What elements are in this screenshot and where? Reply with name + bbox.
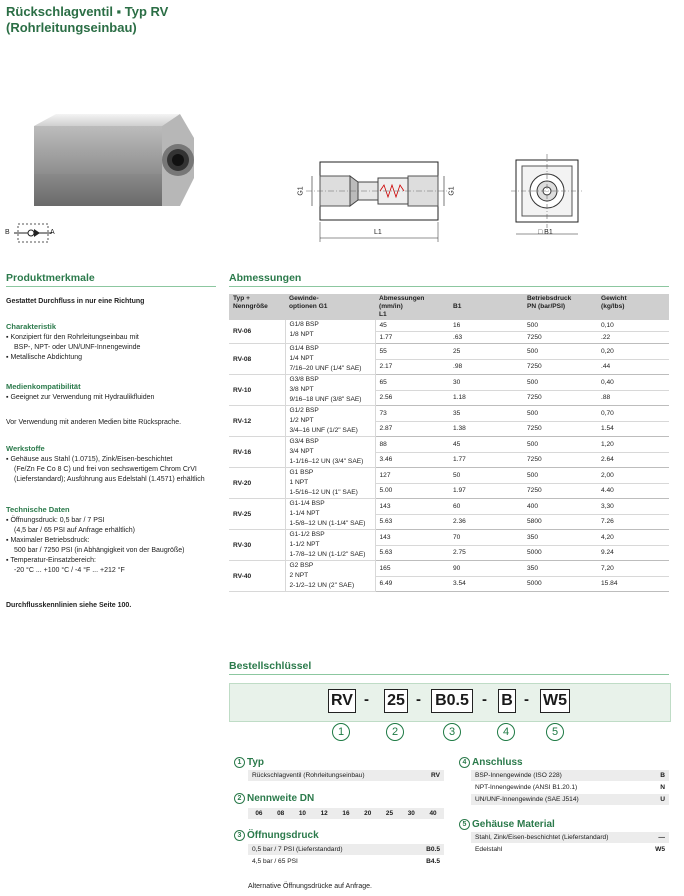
opt4-heading: 4 Anschluss [459, 757, 523, 768]
char-item-1b: BSP-, NPT- oder UN/UNF-Innengewinde [14, 344, 141, 351]
row-pn-psi: 7250 [523, 359, 597, 375]
char-item-2: ▪ Metallische Abdichtung [6, 354, 83, 361]
row-type: RV-06 [229, 320, 285, 344]
row-type: RV-30 [229, 530, 285, 561]
dimensions-rule [229, 286, 669, 287]
row-l1-mm: 45 [375, 320, 449, 332]
opt1-heading: 1 Typ [234, 757, 264, 768]
dn-value: 30 [407, 810, 415, 817]
tech-line-2: (4,5 bar / 65 PSI auf Anfrage erhältlich) [14, 527, 136, 534]
thread-option: 1/2 NPT [289, 417, 314, 424]
row-b1-in: 1.18 [449, 390, 523, 406]
title-line-1: Rückschlagventil ▪ Typ RV [6, 4, 169, 19]
row-weight-lbs: 9.24 [597, 545, 669, 561]
b1-label: □ B1 [538, 229, 553, 236]
dn-value: 08 [277, 810, 285, 817]
dimensions-heading: Abmessungen [229, 272, 302, 284]
dims-row [229, 344, 669, 360]
row-threads [285, 375, 375, 406]
row-l1-in: 6.49 [375, 576, 449, 592]
row-weight-lbs: 15.84 [597, 576, 669, 592]
code-num-5: 5 [546, 723, 564, 741]
media-heading: Medienkompatibilität [6, 382, 81, 391]
thread-option: 1-1/2 NPT [289, 541, 320, 548]
media-item: ▪ Geeignet zur Verwendung mit Hydraulikfluiden [6, 394, 155, 401]
thread-option: G2 BSP [289, 562, 314, 569]
row-pn-bar: 400 [523, 499, 597, 515]
tech-text [6, 516, 184, 576]
row-weight-lbs: 2.64 [597, 452, 669, 468]
row-pn-psi: 5000 [523, 576, 597, 592]
mat-line-3: (Lieferstandard); Ausführung aus Edelstahl (1.4571) erhältlich [14, 476, 205, 483]
code-pressure: B0.5 [431, 689, 473, 713]
title-line-2: (Rohrleitungseinbau) [6, 20, 137, 35]
code-dn: 25 [384, 689, 408, 713]
dn-value: 40 [429, 810, 437, 817]
row-l1-mm: 88 [375, 437, 449, 453]
row-b1-mm: 16 [449, 320, 523, 332]
row-threads [285, 499, 375, 530]
row-b1-mm: 45 [449, 437, 523, 453]
row-l1-mm: 143 [375, 499, 449, 515]
row-b1-mm: 30 [449, 375, 523, 391]
end-view-drawing [510, 152, 582, 240]
tech-line-6: -20 °C ... +100 °C / -4 °F ... +212 °F [14, 567, 125, 574]
row-pn-bar: 500 [523, 320, 597, 332]
thread-option: G1 BSP [289, 469, 314, 476]
dn-value: 12 [320, 810, 328, 817]
row-l1-in: 5.00 [375, 483, 449, 499]
dims-row [229, 406, 669, 422]
tech-heading: Technische Daten [6, 505, 70, 514]
col-b1: B1 [449, 294, 523, 320]
section-drawing [296, 152, 486, 247]
thread-option: G1/4 BSP [289, 345, 319, 352]
page-title [6, 4, 168, 36]
row-type: RV-10 [229, 375, 285, 406]
opt3-row-2: 4,5 bar / 65 PSI B4.5 [248, 856, 444, 867]
opt3-heading: 3 Öffnungsdruck [234, 830, 319, 841]
row-l1-in: 2.87 [375, 421, 449, 437]
tech-line-1: ▪ Öffnungsdruck: 0,5 bar / 7 PSI [6, 517, 105, 524]
row-b1-in: 1.97 [449, 483, 523, 499]
dims-row [229, 437, 669, 453]
dims-row [229, 320, 669, 332]
product-photo [30, 108, 200, 218]
row-pn-psi: 5800 [523, 514, 597, 530]
dims-row [229, 530, 669, 546]
order-rule [229, 674, 669, 675]
thread-option: 2-1/2–12 UN (2" SAE) [289, 582, 355, 589]
thread-option: G3/8 BSP [289, 376, 319, 383]
row-weight-lbs: 7.26 [597, 514, 669, 530]
thread-option: G1/8 BSP [289, 321, 319, 328]
row-weight-lbs: .44 [597, 359, 669, 375]
thread-option: 1-1/16–12 UN (3/4" SAE) [289, 458, 364, 465]
materials-heading: Werkstoffe [6, 444, 45, 453]
row-pn-bar: 350 [523, 561, 597, 577]
row-pn-bar: 500 [523, 344, 597, 360]
col-pressure: Betriebsdruck PN (bar/PSI) [523, 294, 597, 320]
row-pn-bar: 500 [523, 406, 597, 422]
thread-option: G1-1/4 BSP [289, 500, 325, 507]
tech-line-4: 500 bar / 7250 PSI (in Abhängigkeit von der Baugröße) [14, 547, 185, 554]
dims-body [229, 320, 669, 592]
opt4-row-2: NPT-Innengewinde (ANSI B1.20.1) N [471, 782, 669, 793]
l1-label: L1 [374, 229, 382, 236]
opt1-row: Rückschlagventil (Rohrleitungseinbau) RV [248, 770, 444, 781]
code-port: B [498, 689, 516, 713]
row-b1-in: .98 [449, 359, 523, 375]
code-num-3: 3 [443, 723, 461, 741]
row-type: RV-08 [229, 344, 285, 375]
dn-value: 25 [385, 810, 394, 817]
row-b1-mm: 25 [449, 344, 523, 360]
thread-option: 3/4–16 UNF (1/2" SAE) [289, 427, 358, 434]
row-weight-lbs: .22 [597, 332, 669, 344]
characteristics-heading: Charakteristik [6, 322, 57, 331]
row-threads [285, 530, 375, 561]
row-pn-bar: 500 [523, 437, 597, 453]
thread-option: 9/16–18 UNF (3/8" SAE) [289, 396, 362, 403]
opt2-heading: 2 Nennweite DN [234, 793, 314, 804]
row-l1-mm: 55 [375, 344, 449, 360]
opt4-row-3: UN/UNF-Innengewinde (SAE J514) U [471, 794, 669, 805]
dims-row [229, 468, 669, 484]
thread-option: G1-1/2 BSP [289, 531, 325, 538]
mat-line-1: ▪ Gehäuse aus Stahl (1.0715), Zink/Eisen-beschichtet [6, 456, 173, 463]
row-type: RV-20 [229, 468, 285, 499]
other-media-note: Vor Verwendung mit anderen Medien bitte Rücksprache. [6, 419, 182, 426]
row-pn-psi: 7250 [523, 332, 597, 344]
row-l1-mm: 127 [375, 468, 449, 484]
row-pn-psi: 7250 [523, 483, 597, 499]
code-dash-1: - [364, 691, 369, 708]
row-b1-mm: 50 [449, 468, 523, 484]
row-threads [285, 344, 375, 375]
dims-header-row [229, 294, 669, 320]
row-b1-mm: 90 [449, 561, 523, 577]
col-l1: Abmessungen (mm/in) L1 [375, 294, 449, 320]
row-b1-in: 1.77 [449, 452, 523, 468]
row-threads [285, 561, 375, 592]
row-pn-psi: 7250 [523, 452, 597, 468]
thread-option: 1-1/4 NPT [289, 510, 320, 517]
thread-option: 3/8 NPT [289, 386, 314, 393]
code-dash-3: - [482, 691, 487, 708]
row-weight-lbs: 4.40 [597, 483, 669, 499]
opt5-row-2: Edelstahl W5 [471, 844, 669, 855]
row-l1-in: 5.63 [375, 514, 449, 530]
code-type: RV [328, 689, 356, 713]
row-weight-kg: 2,00 [597, 468, 669, 484]
row-l1-in: 2.56 [375, 390, 449, 406]
row-pn-bar: 500 [523, 468, 597, 484]
col-weight: Gewicht (kg/lbs) [597, 294, 669, 320]
row-pn-bar: 500 [523, 375, 597, 391]
tech-line-5: ▪ Temperatur-Einsatzbereich: [6, 557, 96, 564]
dn-values-row [248, 808, 444, 819]
opt3-row-1: 0,5 bar / 7 PSI (Lieferstandard) B0.5 [248, 844, 444, 855]
row-weight-kg: 0,10 [597, 320, 669, 332]
thread-option: 1-5/16–12 UN (1" SAE) [289, 489, 358, 496]
row-weight-kg: 0,20 [597, 344, 669, 360]
col-threads: Gewinde- optionen G1 [285, 294, 375, 320]
char-item-1: ▪ Konzipiert für den Rohrleitungseinbau mit [6, 334, 139, 341]
row-weight-kg: 3,30 [597, 499, 669, 515]
thread-option: 2 NPT [289, 572, 309, 579]
row-b1-in: 1.38 [449, 421, 523, 437]
row-l1-mm: 65 [375, 375, 449, 391]
row-type: RV-12 [229, 406, 285, 437]
row-pn-psi: 7250 [523, 390, 597, 406]
row-b1-in: 2.36 [449, 514, 523, 530]
flow-curves-note: Durchflusskennlinien siehe Seite 100. [6, 602, 132, 609]
row-l1-mm: 73 [375, 406, 449, 422]
g1-label-left: G1 [297, 186, 305, 196]
features-rule [6, 286, 216, 287]
mat-line-2: (Fe/Zn Fe Co 8 C) und frei von sechswertigem Chrom CrVI [14, 466, 197, 473]
row-type: RV-16 [229, 437, 285, 468]
materials-text [6, 455, 205, 485]
row-l1-mm: 165 [375, 561, 449, 577]
order-heading: Bestellschlüssel [229, 660, 312, 672]
row-b1-in: .63 [449, 332, 523, 344]
row-weight-lbs: .88 [597, 390, 669, 406]
row-pn-psi: 7250 [523, 421, 597, 437]
thread-option: 1 NPT [289, 479, 309, 486]
code-num-4: 4 [497, 723, 515, 741]
row-b1-in: 2.75 [449, 545, 523, 561]
row-l1-in: 2.17 [375, 359, 449, 375]
thread-option: 1/4 NPT [289, 355, 314, 362]
row-threads [285, 320, 375, 344]
thread-option: 3/4 NPT [289, 448, 314, 455]
row-threads [285, 406, 375, 437]
code-num-2: 2 [386, 723, 404, 741]
thread-option: 1/8 NPT [289, 331, 314, 338]
dn-value: 20 [364, 810, 372, 817]
code-material: W5 [540, 689, 570, 713]
dn-value: 10 [298, 810, 306, 817]
dn-value: 16 [342, 810, 350, 817]
row-b1-in: 3.54 [449, 576, 523, 592]
code-dash-2: - [416, 691, 421, 708]
port-b-label: B [5, 229, 10, 236]
row-weight-kg: 1,20 [597, 437, 669, 453]
row-l1-mm: 143 [375, 530, 449, 546]
code-dash-4: - [524, 691, 529, 708]
row-pn-psi: 5000 [523, 545, 597, 561]
dims-row [229, 561, 669, 577]
row-l1-in: 5.63 [375, 545, 449, 561]
row-b1-mm: 60 [449, 499, 523, 515]
features-heading: Produktmerkmale [6, 272, 95, 284]
opt5-heading: 5 Gehäuse Material [459, 819, 555, 830]
features-intro: Gestattet Durchfluss in nur eine Richtung [6, 298, 145, 305]
row-weight-lbs: 1.54 [597, 421, 669, 437]
row-pn-bar: 350 [523, 530, 597, 546]
code-num-1: 1 [332, 723, 350, 741]
thread-option: G3/4 BSP [289, 438, 319, 445]
row-type: RV-25 [229, 499, 285, 530]
thread-option: 1-5/8–12 UN (1-1/4" SAE) [289, 520, 366, 527]
row-threads [285, 437, 375, 468]
row-b1-mm: 35 [449, 406, 523, 422]
thread-option: 1-7/8–12 UN (1-1/2" SAE) [289, 551, 366, 558]
row-weight-kg: 4,20 [597, 530, 669, 546]
thread-option: G1/2 BSP [289, 407, 319, 414]
g1-label-right: G1 [448, 186, 456, 196]
row-l1-in: 1.77 [375, 332, 449, 344]
row-threads [285, 468, 375, 499]
row-weight-kg: 0,40 [597, 375, 669, 391]
row-l1-in: 3.46 [375, 452, 449, 468]
row-type: RV-40 [229, 561, 285, 592]
row-weight-kg: 7,20 [597, 561, 669, 577]
thread-option: 7/16–20 UNF (1/4" SAE) [289, 365, 362, 372]
dims-row [229, 499, 669, 515]
col-typ: Typ + Nenngröße [229, 294, 285, 320]
opt5-row-1: Stahl, Zink/Eisen-beschichtet (Lieferstandard) — [471, 832, 669, 843]
dims-row [229, 375, 669, 391]
opt4-row-1: BSP-Innengewinde (ISO 228) B [471, 770, 669, 781]
port-a-label: A [50, 229, 55, 236]
footnote: Alternative Öffnungsdrücke auf Anfrage. [248, 883, 373, 890]
tech-line-3: ▪ Maximaler Betriebsdruck: [6, 537, 90, 544]
dimensions-table [229, 294, 669, 592]
characteristics-list [6, 333, 140, 363]
row-b1-mm: 70 [449, 530, 523, 546]
row-weight-kg: 0,70 [597, 406, 669, 422]
dn-value: 06 [255, 810, 263, 817]
